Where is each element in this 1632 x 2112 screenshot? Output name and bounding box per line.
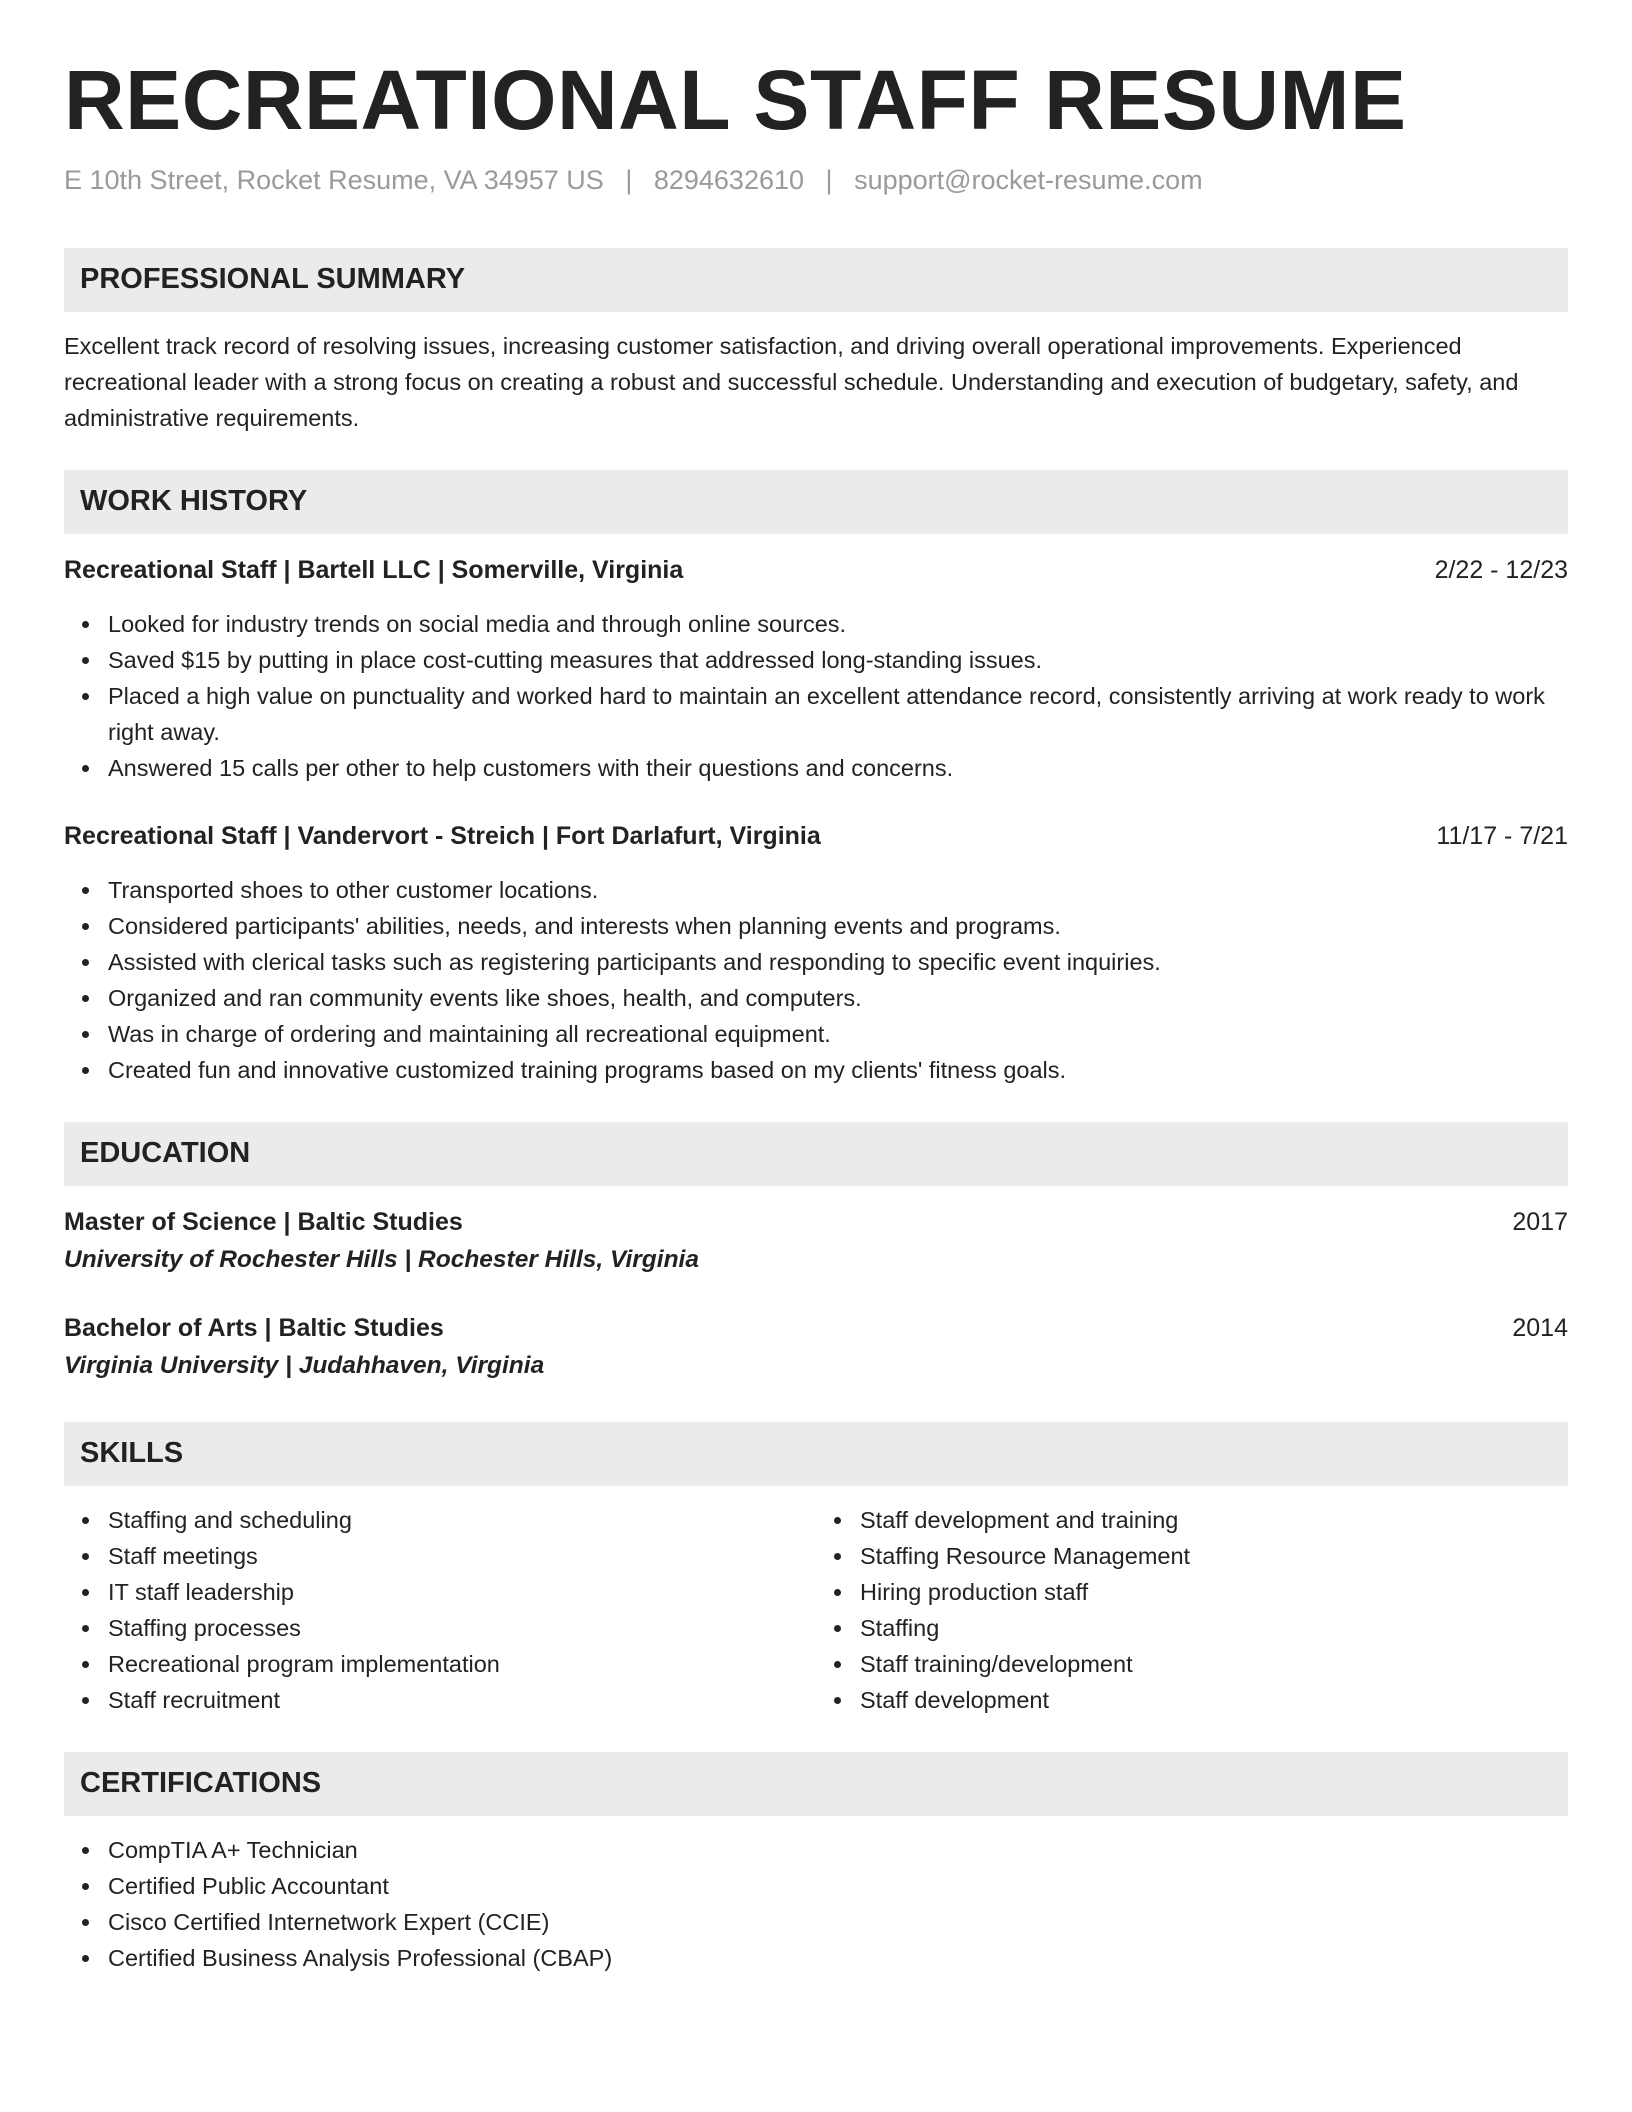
skill-item: Staffing processes bbox=[64, 1610, 816, 1646]
contact-separator: | bbox=[625, 164, 633, 195]
skill-item: Staff recruitment bbox=[64, 1682, 816, 1718]
job-bullets bbox=[64, 606, 1568, 786]
job-dates: 11/17 - 7/21 bbox=[1436, 821, 1568, 850]
education-degree: Bachelor of Arts | Baltic Studies bbox=[64, 1313, 444, 1342]
job-bullet: Saved $15 by putting in place cost-cutting measures that addressed long-standing issues. bbox=[64, 642, 1568, 678]
skill-item: Staff training/development bbox=[816, 1646, 1568, 1682]
contact-separator: | bbox=[825, 164, 833, 195]
section-header-summary: PROFESSIONAL SUMMARY bbox=[64, 248, 1568, 312]
job-bullet: Placed a high value on punctuality and worked hard to maintain an excellent attendance record, consistently arriving at work ready to work right away. bbox=[64, 678, 1568, 750]
job-bullet: Assisted with clerical tasks such as registering participants and responding to specific event inquiries. bbox=[64, 944, 1568, 980]
section-header-skills: SKILLS bbox=[64, 1422, 1568, 1486]
section-header-certifications: CERTIFICATIONS bbox=[64, 1752, 1568, 1816]
contact-email: support@rocket-resume.com bbox=[854, 164, 1203, 195]
skill-item: IT staff leadership bbox=[64, 1574, 816, 1610]
summary-text: Excellent track record of resolving issues, increasing customer satisfaction, and driving overall operational improvements. Experienced recreational leader with a strong focus on creating a robust and successful schedule. Understanding and execution of budgetary, safety, and administrative requirements. bbox=[64, 332, 1519, 431]
job-bullet: Answered 15 calls per other to help customers with their questions and concerns. bbox=[64, 750, 1568, 786]
skill-item: Staffing Resource Management bbox=[816, 1538, 1568, 1574]
job-bullet: Was in charge of ordering and maintaining all recreational equipment. bbox=[64, 1016, 1568, 1052]
contact-phone: 8294632610 bbox=[653, 164, 805, 195]
certification-item: Certified Business Analysis Professional (CBAP) bbox=[64, 1940, 1568, 1976]
contact-line bbox=[64, 163, 1568, 198]
skills-list-right bbox=[816, 1502, 1568, 1718]
job-bullets bbox=[64, 872, 1568, 1088]
skill-item: Hiring production staff bbox=[816, 1574, 1568, 1610]
skill-item: Staff development bbox=[816, 1682, 1568, 1718]
education-year: 2017 bbox=[1512, 1207, 1568, 1236]
education-entry bbox=[64, 1204, 1568, 1278]
certification-item: CompTIA A+ Technician bbox=[64, 1832, 1568, 1868]
job-dates: 2/22 - 12/23 bbox=[1434, 555, 1568, 584]
job-entry bbox=[64, 818, 1568, 1088]
job-header bbox=[64, 552, 1568, 588]
job-entry bbox=[64, 552, 1568, 786]
job-bullet: Organized and ran community events like shoes, health, and computers. bbox=[64, 980, 1568, 1016]
job-bullet: Transported shoes to other customer locations. bbox=[64, 872, 1568, 908]
skill-item: Staff meetings bbox=[64, 1538, 816, 1574]
skill-item: Recreational program implementation bbox=[64, 1646, 816, 1682]
job-title: Recreational Staff | Bartell LLC | Somerville, Virginia bbox=[64, 555, 684, 584]
skill-item: Staff development and training bbox=[816, 1502, 1568, 1538]
education-degree: Master of Science | Baltic Studies bbox=[64, 1207, 463, 1236]
job-header bbox=[64, 818, 1568, 854]
contact-address: E 10th Street, Rocket Resume, VA 34957 US bbox=[64, 164, 604, 195]
education-header bbox=[64, 1204, 1568, 1240]
education-school: Virginia University | Judahhaven, Virginia bbox=[64, 1351, 545, 1379]
certification-item: Cisco Certified Internetwork Expert (CCIE) bbox=[64, 1904, 1568, 1940]
job-bullet: Created fun and innovative customized training programs based on my clients' fitness goals. bbox=[64, 1052, 1568, 1088]
education-school: University of Rochester Hills | Rochester Hills, Virginia bbox=[64, 1245, 699, 1273]
job-title: Recreational Staff | Vandervort - Streich | Fort Darlafurt, Virginia bbox=[64, 821, 821, 850]
certifications-list bbox=[64, 1832, 1568, 1976]
skills-list-left bbox=[64, 1502, 816, 1718]
section-header-education: EDUCATION bbox=[64, 1122, 1568, 1186]
skills-columns bbox=[64, 1502, 1568, 1718]
skill-item: Staffing and scheduling bbox=[64, 1502, 816, 1538]
education-entry bbox=[64, 1310, 1568, 1384]
education-year: 2014 bbox=[1512, 1313, 1568, 1342]
certification-item: Certified Public Accountant bbox=[64, 1868, 1568, 1904]
education-header bbox=[64, 1310, 1568, 1346]
job-bullet: Considered participants' abilities, needs, and interests when planning events and programs. bbox=[64, 908, 1568, 944]
section-header-work-history: WORK HISTORY bbox=[64, 470, 1568, 534]
resume-title: RECREATIONAL STAFF RESUME bbox=[64, 53, 1407, 147]
skill-item: Staffing bbox=[816, 1610, 1568, 1646]
job-bullet: Looked for industry trends on social media and through online sources. bbox=[64, 606, 1568, 642]
